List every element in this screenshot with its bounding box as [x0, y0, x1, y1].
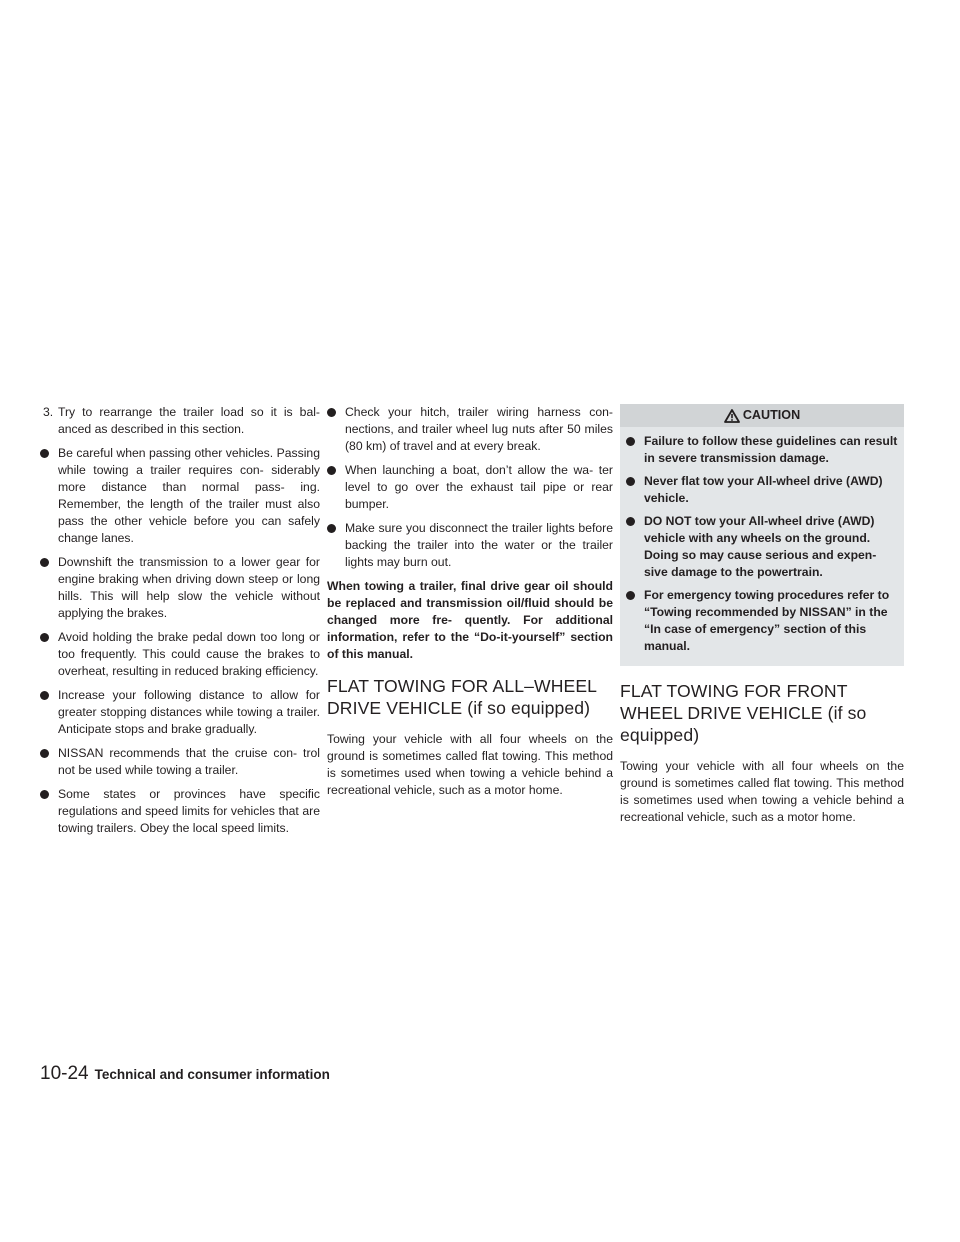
bullet-icon: [40, 558, 49, 567]
list-item-text: When launching a boat, don’t allow the wa- ter level to go over the exhaust tail pipe or rear bumper.: [345, 463, 613, 511]
list-item-text: Downshift the transmission to a lower gear for engine braking when driving down steep or long hills. This will help slow the vehicle without applying the brakes.: [58, 555, 320, 620]
bullet-icon: [40, 749, 49, 758]
list-item: [40, 554, 320, 622]
maintenance-note: When towing a trailer, final drive gear oil should be replaced and transmission oil/fluid should be changed more fre- quently. For additional information, refer to the “Do-it-yourself” section of this manual.: [327, 579, 613, 661]
right-column: [620, 404, 904, 833]
list-item: [40, 745, 320, 779]
caution-item-text: Never flat tow your All-wheel drive (AWD) vehicle.: [644, 474, 883, 505]
bullet-icon: [40, 691, 49, 700]
list-item: [40, 687, 320, 738]
bullet-icon: [327, 524, 336, 533]
caution-title: CAUTION: [742, 408, 801, 422]
caution-item-text: For emergency towing procedures refer to “Towing recommended by NISSAN” in the “In case of emergency” section of this manual.: [644, 588, 890, 653]
bullet-icon: [626, 517, 635, 526]
list-item-text: Some states or provinces have specific regulations and speed limits for vehicles that are towing trailers. Obey the local speed limits.: [58, 787, 320, 835]
caution-item: [626, 433, 898, 467]
section-heading-fwd: FLAT TOWING FOR FRONT WHEEL DRIVE VEHICLE (if so equipped): [620, 681, 867, 745]
list-item-text: Avoid holding the brake pedal down too long or too frequently. This could cause the brakes to overheat, resulting in reduced braking efficiency.: [58, 630, 320, 678]
caution-item-text: DO NOT tow your All-wheel drive (AWD) vehicle with any wheels on the ground. Doing so may cause serious and expen- sive damage to the powertrain.: [644, 514, 877, 579]
list-item: [327, 404, 613, 455]
caution-item: [626, 587, 898, 655]
warning-triangle-icon: [724, 409, 740, 423]
list-item: [40, 629, 320, 680]
bullet-icon: [327, 466, 336, 475]
list-item-text: NISSAN recommends that the cruise con- trol not be used while towing a trailer.: [58, 746, 320, 777]
section-heading-awd: FLAT TOWING FOR ALL–WHEEL DRIVE VEHICLE (if so equipped): [327, 676, 597, 718]
list-item: [40, 445, 320, 547]
left-column: [40, 404, 320, 844]
bullet-icon: [626, 477, 635, 486]
page-number: 10-24: [40, 1063, 89, 1084]
list-item-text: Check your hitch, trailer wiring harness con- nections, and trailer wheel lug nuts after 50 miles (80 km) of travel and at every break.: [345, 405, 613, 453]
step-text: Try to rearrange the trailer load so it is bal- anced as described in this section.: [58, 405, 320, 436]
numbered-step-3: [40, 404, 320, 438]
body-paragraph: Towing your vehicle with all four wheels on the ground is sometimes called flat towing. This method is sometimes used when towing a vehicle behind a recreational vehicle, such as a motor home.: [620, 759, 904, 824]
page-footer: [40, 1063, 330, 1089]
body-paragraph: Towing your vehicle with all four wheels on the ground is sometimes called flat towing. This method is sometimes used when towing a vehicle behind a recreational vehicle, such as a motor home.: [327, 732, 613, 797]
list-item-text: Make sure you disconnect the trailer lights before backing the trailer into the water or the trailer lights may burn out.: [345, 521, 613, 569]
bullet-icon: [626, 591, 635, 600]
step-number: 3.: [43, 405, 54, 419]
bullet-icon: [40, 790, 49, 799]
bullet-icon: [40, 633, 49, 642]
caution-item: [626, 473, 898, 507]
caution-list: [620, 427, 904, 655]
list-item: [327, 462, 613, 513]
bullet-icon: [327, 408, 336, 417]
list-item-text: Be careful when passing other vehicles. Passing while towing a trailer requires con- siderably more distance than normal pass- ing. Remember, the length of the trailer must also pass the other vehicle before you can safely change lanes.: [58, 446, 320, 545]
list-item-text: Increase your following distance to allow for greater stopping distances while towing a trailer. Anticipate stops and brake gradually.: [58, 688, 320, 736]
middle-column: [327, 404, 613, 806]
chapter-title: Technical and consumer information: [94, 1067, 330, 1082]
caution-box: [620, 404, 904, 666]
caution-item: [626, 513, 898, 581]
caution-header: [620, 404, 904, 427]
bullet-icon: [626, 437, 635, 446]
bullet-icon: [40, 449, 49, 458]
list-item: [327, 520, 613, 571]
list-item: [40, 786, 320, 837]
caution-item-text: Failure to follow these guidelines can result in severe transmission damage.: [644, 434, 898, 465]
